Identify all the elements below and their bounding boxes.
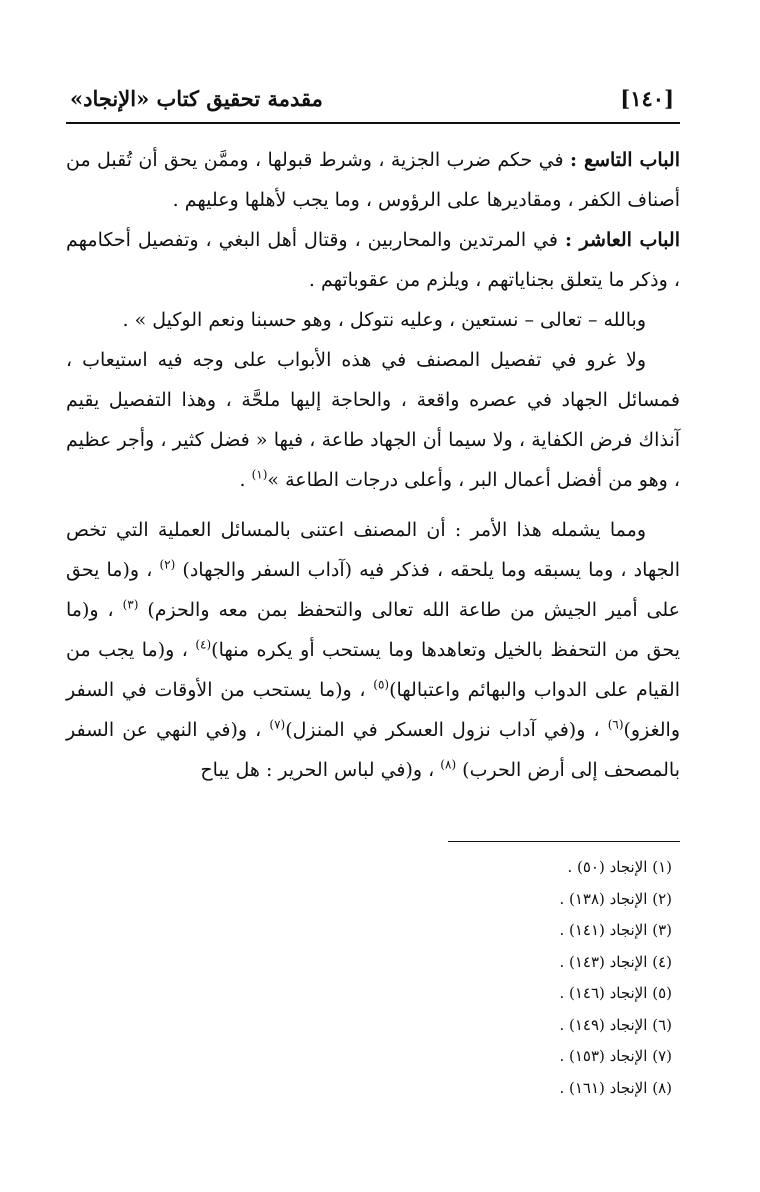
practical-text-6: ، و(في آداب نزول العسكر في المنزل) [285, 719, 608, 741]
running-title: مقدمة تحقيق كتاب «الإنجاد» [70, 86, 323, 111]
footnote-ref-8[interactable]: (٨) [440, 757, 457, 772]
paragraph-detail [66, 340, 680, 500]
practical-text-2: ، و(ما يحق على أمير الجيش من طاعة الله تعالى والتحفظ بمن معه والحزم) [66, 559, 681, 621]
paragraph-closing-quote [66, 300, 680, 340]
paragraph-chapter-ten [66, 220, 680, 300]
footnote-ref-6[interactable]: (٦) [607, 717, 624, 732]
chapter-nine-text: في حكم ضرب الجزية ، وشرط قبولها ، وممَّن يحق أن تُقبل من أصناف الكفر ، ومقاديرها على الرؤوس ، وما يجب لأهلها وعليهم . [66, 149, 680, 211]
footnote-item: (٥) الإنجاد (١٤٦) . [559, 984, 672, 1002]
header-rule [66, 122, 680, 124]
footnote-item: (٧) الإنجاد (١٥٣) . [559, 1047, 672, 1065]
footnote-item: (٨) الإنجاد (١٦١) . [559, 1078, 672, 1097]
chapter-ten-text: في المرتدين والمحاربين ، وقتال أهل البغي ، وتفصيل أحكامهم ، وذكر ما يتعلق بجناياتهم ، ويلزم من عقوباتهم . [66, 229, 680, 291]
footnote-ref-2[interactable]: (٢) [159, 557, 176, 572]
footnote-ref-7[interactable]: (٧) [269, 717, 286, 732]
practical-text-3: ، و(ما يحق من التحفظ بالخيل وتعاهدها وما يستحب أو يكره منها) [66, 599, 680, 661]
footnote-ref-1[interactable]: (١) [251, 467, 268, 482]
paragraph-chapter-nine [66, 140, 680, 220]
practical-text-1: ومما يشمله هذا الأمر : أن المصنف اعتنى بالمسائل العملية التي تخص الجهاد ، وما يسبقه وما يلحقه ، فذكر فيه (آداب السفر والجهاد) [66, 519, 680, 581]
footnote-item: (٦) الإنجاد (١٤٩) . [559, 1015, 672, 1034]
detail-end: . [239, 469, 252, 491]
detail-text: ولا غرو في تفصيل المصنف في هذه الأبواب على وجه فيه استيعاب ، فمسائل الجهاد في عصره واقعة ، والحاجة إليها ملحَّة ، وهذا التفصيل يقيم آنذاك فرض الكفاية ، ولا سيما أن الجهاد طاعة ، فيها « فضل كثير ، وأجر عظيم ، وهو من أفضل أعمال البر ، وأعلى درجات الطاعة » [66, 349, 680, 491]
footnotes-list [66, 852, 680, 1104]
main-text [66, 140, 680, 790]
closing-quote-text: وبالله – تعالى – نستعين ، وعليه نتوكل ، وهو حسبنا ونعم الوكيل » . [122, 309, 646, 331]
footnote-ref-4[interactable]: (٤) [195, 637, 212, 652]
page-number: [١٤٠] [620, 86, 674, 111]
page-header [66, 78, 680, 118]
chapter-nine-title: الباب التاسع : [569, 149, 681, 171]
practical-text-8: ، و(في لباس الحرير : هل يباح [200, 759, 441, 781]
practical-text-7: ، و(في النهي عن السفر بالمصحف إلى أرض الحرب) [66, 719, 680, 781]
chapter-ten-title: الباب العاشر : [564, 229, 680, 251]
footnote-item: (٢) الإنجاد (١٣٨) . [559, 889, 672, 908]
footnote-rule [448, 841, 680, 842]
paragraph-gap [66, 500, 680, 510]
footnote-item: (٤) الإنجاد (١٤٣) . [559, 952, 672, 971]
practical-text-4: ، و(ما يجب من القيام على الدواب والبهائم واعتبالها) [66, 639, 680, 701]
footnote-item: (١) الإنجاد (٥٠) . [567, 858, 672, 876]
footnote-ref-5[interactable]: (٥) [373, 677, 390, 692]
footnote-item: (٣) الإنجاد (١٤١) . [559, 921, 672, 939]
paragraph-practical-matters [66, 510, 680, 790]
practical-text-5: ، و(ما يستحب من الأوقات في السفر والغزو) [66, 679, 680, 741]
footnote-ref-3[interactable]: (٣) [122, 597, 139, 612]
